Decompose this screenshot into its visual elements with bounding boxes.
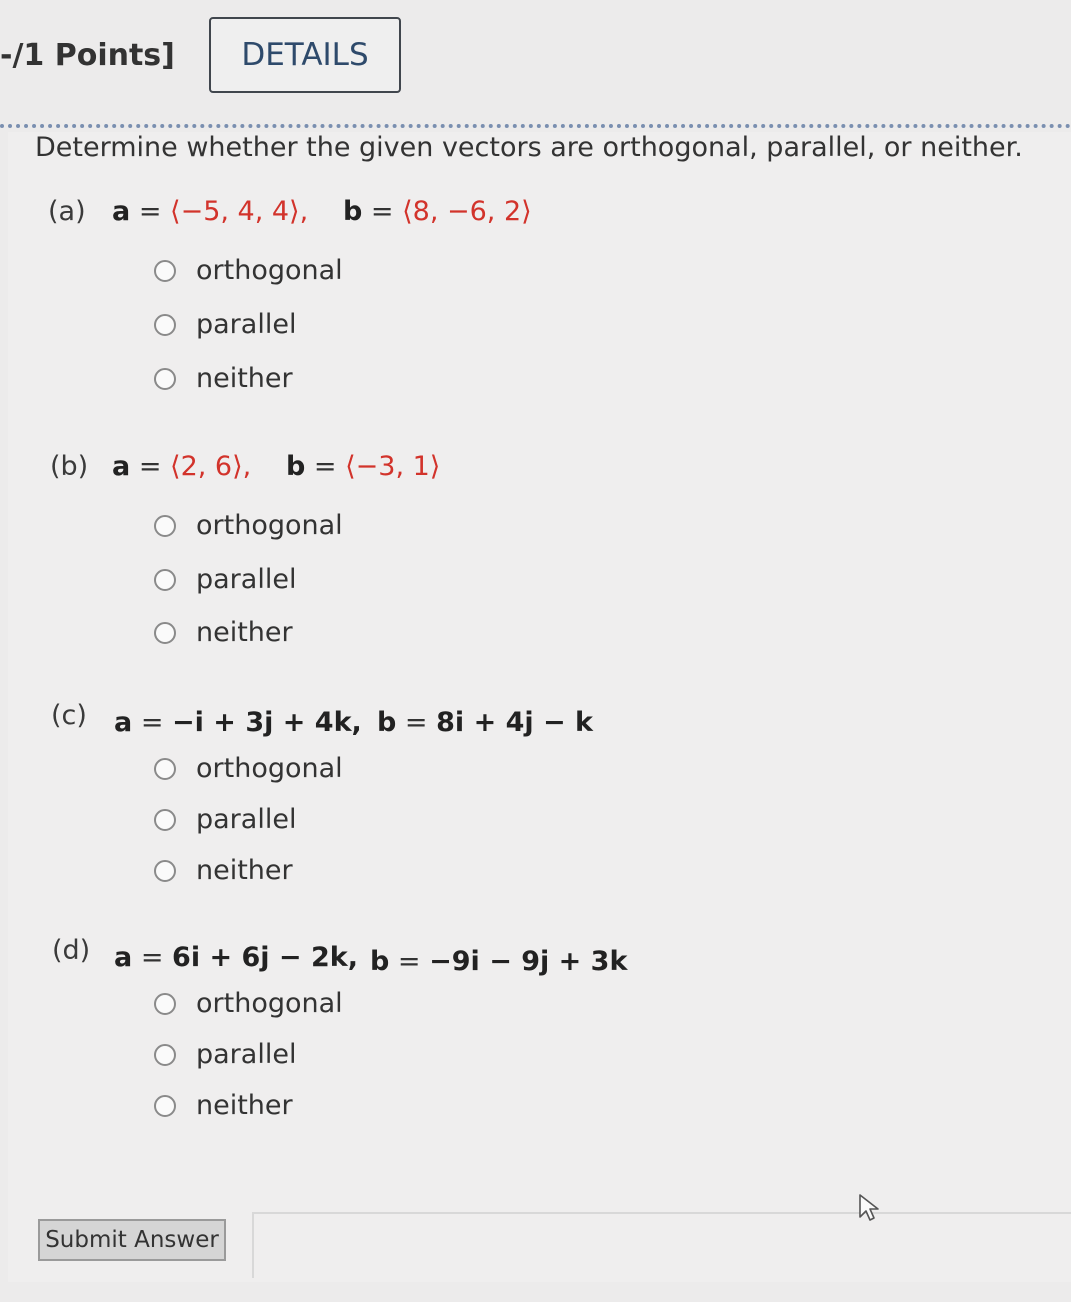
part-b-label: (b) [50,451,89,482]
option-label: orthogonal [196,255,343,286]
option-label: parallel [196,564,297,595]
vector-b-value: 8i + 4j − k [436,707,594,738]
option-label: parallel [196,804,297,835]
part-c-label: (c) [51,700,87,731]
radio-button[interactable] [154,1095,176,1117]
vector-b-value: ⟨8, −6, 2⟩ [402,196,532,227]
part-a-option-parallel[interactable] [154,309,296,340]
part-c-option-neither[interactable] [154,855,293,886]
radio-button[interactable] [154,314,176,336]
vector-b-name: b [343,196,363,227]
part-c-vector-a: a = −i + 3j + 4k, [114,707,362,738]
part-d-vector-b: b = −9i − 9j + 3k [370,946,628,977]
part-a-option-orthogonal[interactable] [154,255,343,286]
divider [0,124,1071,128]
radio-button[interactable] [154,1044,176,1066]
part-b-vector-b: b = ⟨−3, 1⟩ [286,451,441,482]
footer-divider-vertical [252,1212,254,1278]
part-c-vector-b: b = 8i + 4j − k [377,707,594,738]
vector-b-value: −9i − 9j + 3k [429,946,628,977]
details-button[interactable]: DETAILS [209,17,401,93]
part-d-option-orthogonal[interactable] [154,988,343,1019]
radio-button[interactable] [154,515,176,537]
option-label: neither [196,363,293,394]
part-b-option-neither[interactable] [154,617,293,648]
radio-button[interactable] [154,622,176,644]
part-a-option-neither[interactable] [154,363,293,394]
option-label: neither [196,1090,293,1121]
part-a-vector-b: b = ⟨8, −6, 2⟩ [343,196,532,227]
option-label: neither [196,617,293,648]
vector-b-value: ⟨−3, 1⟩ [345,451,441,482]
footer-divider [252,1212,1071,1214]
part-b-option-parallel[interactable] [154,564,296,595]
vector-a-value: ⟨−5, 4, 4⟩, [170,196,309,227]
vector-a-name: a [114,707,133,738]
points-label: -/1 Points] [0,38,175,73]
part-d-vector-a: a = 6i + 6j − 2k, [114,942,358,973]
vector-b-name: b [370,946,390,977]
option-label: orthogonal [196,988,343,1019]
vector-a-name: a [112,196,131,227]
mouse-pointer-icon [858,1193,884,1227]
vector-a-name: a [114,942,133,973]
part-a-vector-a: a = ⟨−5, 4, 4⟩, [112,196,309,227]
radio-button[interactable] [154,993,176,1015]
option-label: orthogonal [196,510,343,541]
option-label: parallel [196,1039,297,1070]
radio-button[interactable] [154,569,176,591]
part-a-label: (a) [48,196,86,227]
vector-a-value: ⟨2, 6⟩, [170,451,252,482]
submit-answer-button[interactable]: Submit Answer [38,1219,226,1261]
option-label: parallel [196,309,297,340]
option-label: neither [196,855,293,886]
part-d-label: (d) [52,935,91,966]
vector-a-value: −i + 3j + 4k, [172,707,362,738]
radio-button[interactable] [154,758,176,780]
radio-button[interactable] [154,809,176,831]
part-d-option-neither[interactable] [154,1090,293,1121]
vector-a-value: 6i + 6j − 2k, [172,942,358,973]
option-label: orthogonal [196,753,343,784]
vector-a-name: a [112,451,131,482]
vector-b-name: b [377,707,397,738]
part-b-vector-a: a = ⟨2, 6⟩, [112,451,252,482]
radio-button[interactable] [154,860,176,882]
radio-button[interactable] [154,260,176,282]
question-prompt: Determine whether the given vectors are orthogonal, parallel, or neither. [35,132,1023,163]
part-b-option-orthogonal[interactable] [154,510,343,541]
radio-button[interactable] [154,368,176,390]
part-c-option-orthogonal[interactable] [154,753,343,784]
part-c-option-parallel[interactable] [154,804,296,835]
vector-b-name: b [286,451,306,482]
part-d-option-parallel[interactable] [154,1039,296,1070]
